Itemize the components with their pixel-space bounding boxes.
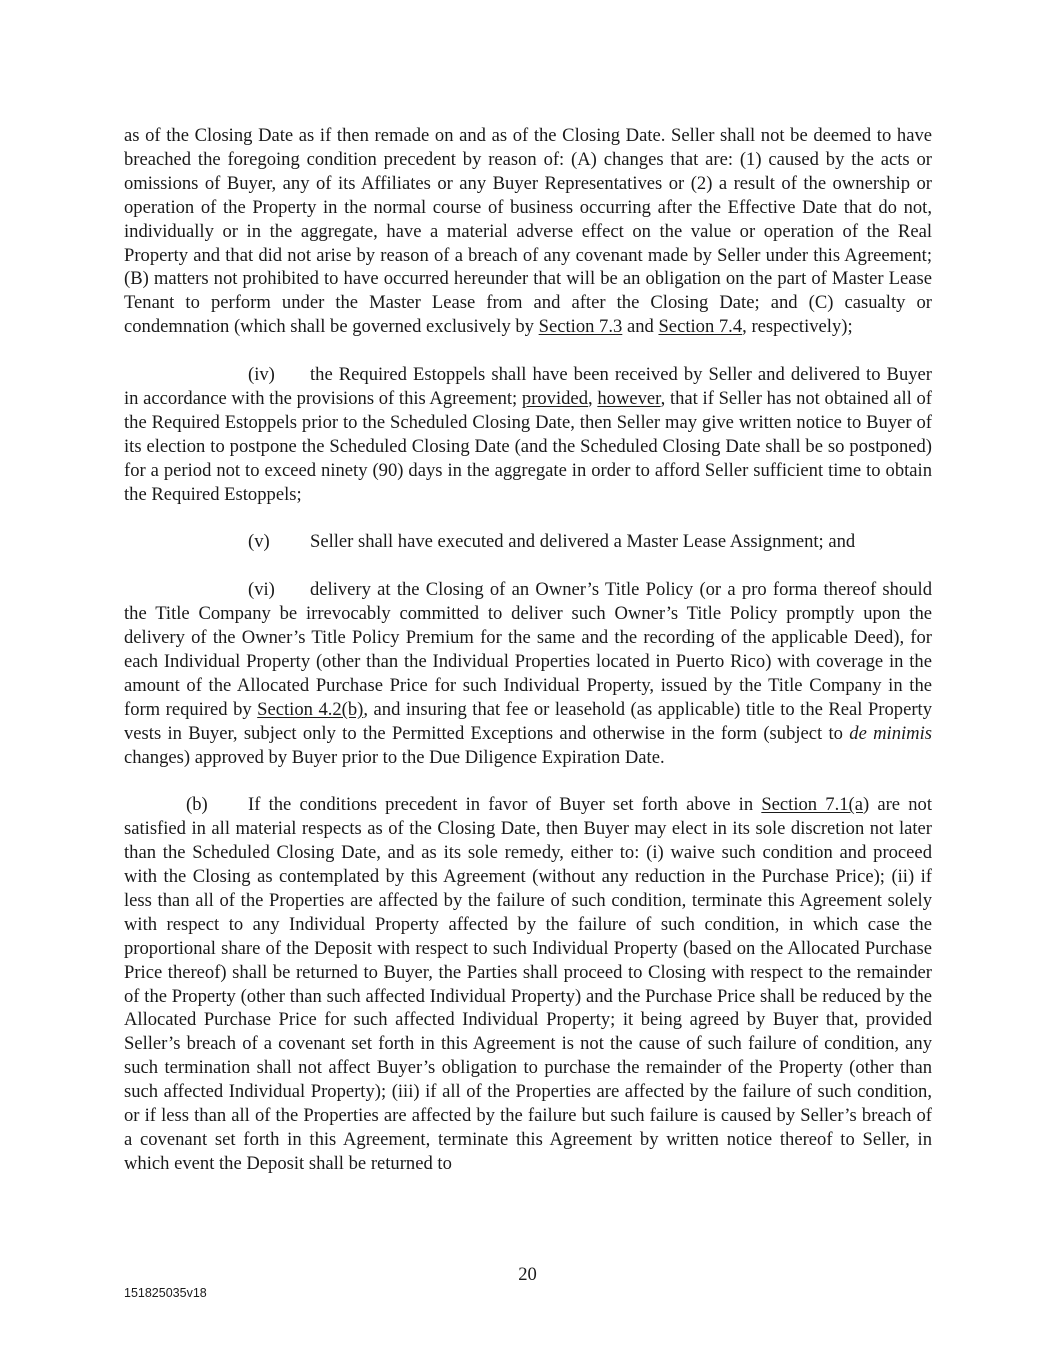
paragraph-text: and bbox=[622, 316, 659, 338]
paragraph-text: the Required Estoppels shall have been received by Seller and delivered to Buyer in accordance with the provisions of this Agreement; bbox=[124, 364, 932, 409]
paragraph-text: delivery at the Closing of an Owner’s Title Policy (or a pro forma thereof should the Title Company be irrevocably committed to deliver such Owner’s Title Policy promptly upon the delivery of the Owner’s Title Policy Premium for the same and the recording of the applicable Deed), for each Individual Property (other than the Individual Properties located in Puerto Rico) with coverage in the amount of the Allocated Purchase Price for such Individual Property, issued by the Title Company in the form required by bbox=[124, 579, 932, 720]
section-7-1a-reference: Section 7.1(a bbox=[761, 794, 863, 816]
section-7-4-reference: Section 7.4 bbox=[658, 316, 743, 338]
page-number: 20 bbox=[518, 1264, 537, 1285]
paragraph-continuation bbox=[124, 124, 932, 339]
document-id: 151825035v18 bbox=[124, 1286, 207, 1300]
section-7-3-reference: Section 7.3 bbox=[538, 316, 623, 338]
clause-number: (b) bbox=[186, 794, 208, 816]
clause-number: (iv) bbox=[248, 364, 275, 386]
clause-iv bbox=[124, 363, 932, 506]
provided-term: provided bbox=[521, 387, 588, 409]
paragraph-text: , that if Seller has not obtained all of the Required Estoppels prior to the Scheduled Closing Date, then Seller may give written notice to Buyer of its election to postpone the Scheduled Closing Date (and the Scheduled Closing Date shall be so postponed) for a period not to exceed ninety (90) days in the aggregate in order to afford Seller sufficient time to obtain the Required Estoppels; bbox=[124, 387, 933, 505]
paragraph-text: , and insuring that fee or leasehold (as applicable) title to the Real Property vests in Buyer, subject only to the Permitted Exceptions and otherwise in the form (subject to bbox=[124, 698, 932, 744]
paragraph-text: ) are not satisfied in all material respects as of the Closing Date, then Buyer may elect in its sole discretion not later than the Scheduled Closing Date, and as its sole remedy, either to: (i) waive such condition and proceed with the Closing as contemplated by this Agreement (without any reduction in the Purchase Price); (ii) if less than all of the Properties are affected by the failure of such condition, terminate this Agreement solely with respect to any Individual Property affected by the failure of such condition, in which case the proportional share of the Deposit with respect to such Individual Property (based on the Allocated Purchase Price thereof) shall be returned to Buyer, the Parties shall proceed to Closing with respect to the remainder of the Property (other than such affected Individual Property) and the Purchase Price shall be reduced by the Allocated Purchase Price for such affected Individual Property; it being agreed by Buyer that, provided Seller’s breach of a covenant set forth in this Agreement is not the cause of such failure of condition, any such termination shall not affect Buyer’s obligation to purchase the remainder of the Property (other than such affected Individual Property); (iii) if all of the Properties are affected by the failure of such condition, or if less than all of the Properties are affected by the failure but such failure is caused by Seller’s breach of a covenant set forth in this Agreement, terminate this Agreement by written notice thereof to Seller, in which event the Deposit shall be returned to bbox=[124, 794, 933, 1174]
paragraph-text: , bbox=[588, 387, 598, 409]
paragraph-text: changes) approved by Buyer prior to the Due Diligence Expiration Date. bbox=[124, 746, 665, 768]
paragraph-text: Seller shall have executed and delivered a Master Lease Assignment; and bbox=[310, 531, 856, 553]
document-body bbox=[124, 124, 932, 1200]
clause-b bbox=[124, 793, 932, 1176]
clause-v bbox=[124, 530, 932, 554]
paragraph-text: If the conditions precedent in favor of Buyer set forth above in bbox=[248, 794, 762, 816]
however-term: however bbox=[597, 387, 661, 409]
clause-number: (vi) bbox=[248, 579, 275, 601]
paragraph-text: , respectively); bbox=[742, 316, 853, 338]
section-4-2b-reference: Section 4.2(b) bbox=[257, 698, 364, 720]
clause-number: (v) bbox=[248, 531, 270, 553]
paragraph-text: as of the Closing Date as if then remade on and as of the Closing Date. Seller shall not be deemed to have breached the foregoing condition precedent by reason of: (A) changes that are: (1) caused by the acts or omissions of Buyer, any of its Affiliates or any Buyer Representatives or (2) a result of the ownership or operation of the Property in the normal course of business occurring after the Effective Date that do not, individually or in the aggregate, have a material adverse effect on the value or operation of the Real Property and that did not arise by reason of a breach of any covenant made by Seller under this Agreement; (B) matters not prohibited to have occurred hereunder that will be an obligation on the part of Master Lease Tenant to perform under the Master Lease from and after the Closing Date; and (C) casualty or condemnation (which shall be governed exclusively by bbox=[124, 125, 932, 338]
de-minimis-term: de minimis bbox=[849, 722, 932, 744]
clause-vi bbox=[124, 578, 932, 769]
